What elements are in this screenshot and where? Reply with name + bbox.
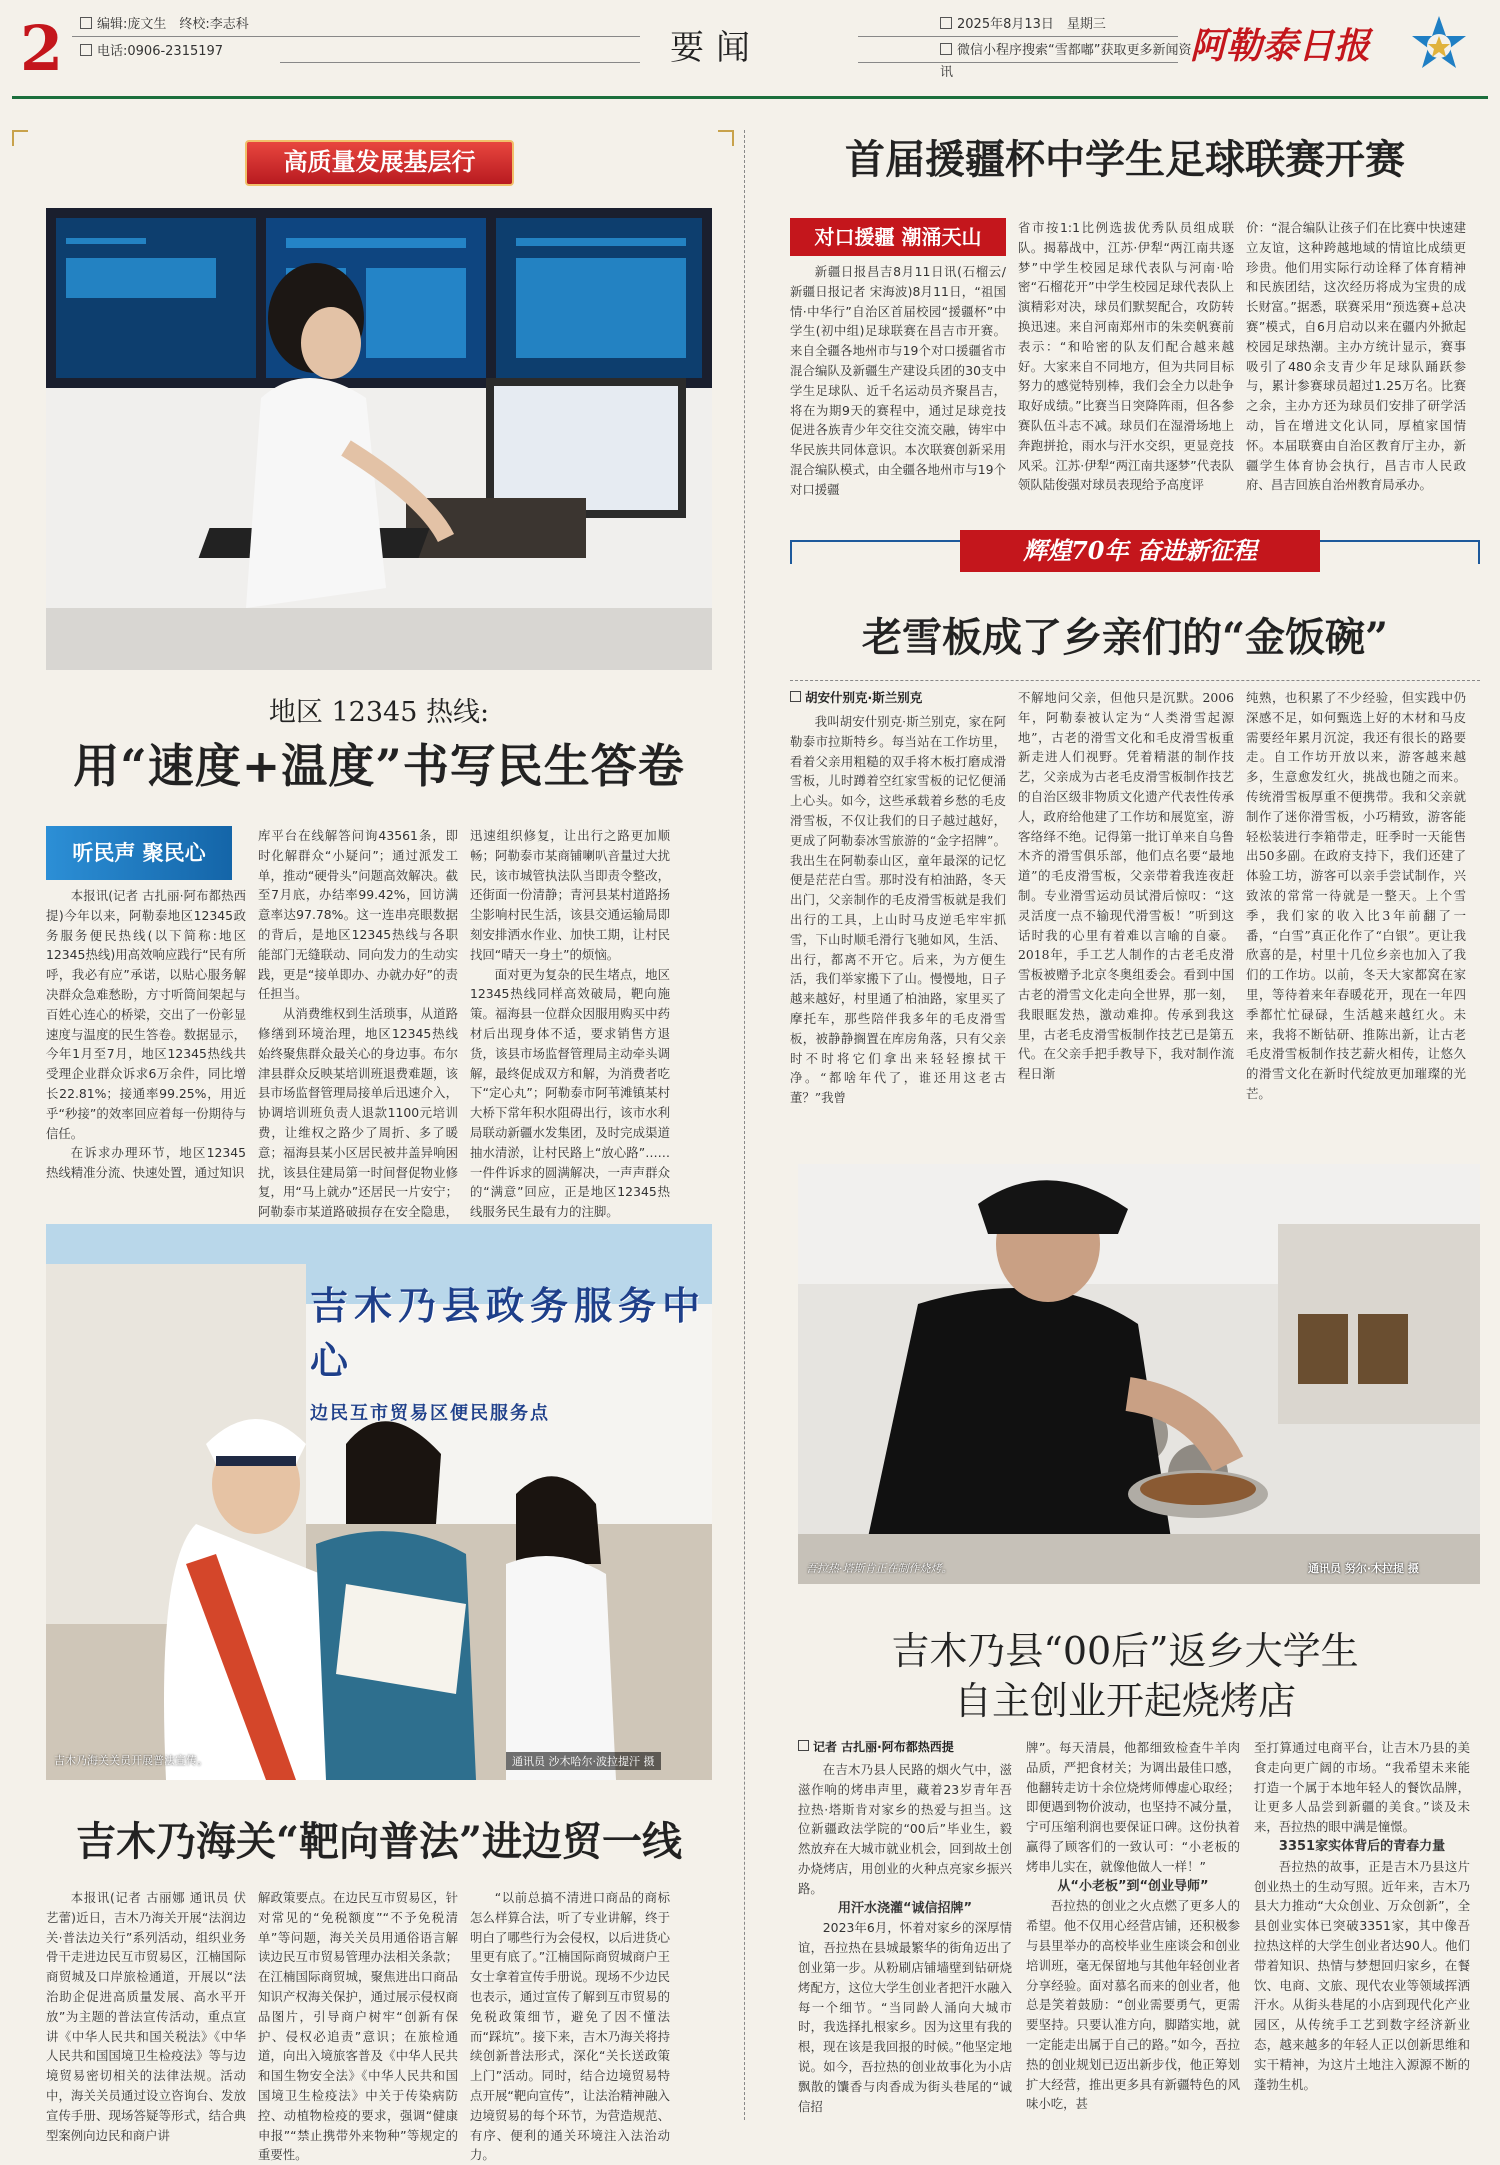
article3-paragraph: 价：“混合编队让孩子们在比赛中快速建立友谊，这种跨越地域的情谊比成绩更珍贵。他们用实际行动诠释了体育精神和民族团结，这次经历将成为宝贵的成长财富。”据悉，联赛采用“预选赛+总决赛”模式，自6月启动以来在疆内外掀起校园足球热潮。主办方统计显示，赛事吸引了480余支青少年足球队踊跃参与，累计参赛球员超过1.25万名。比赛之余，主办方还为球员们安排了研学活动，旨在增进文化认同，厚植家国情怀。本届联赛由自治区教育厅主办，新疆学生体育协会执行，昌吉市人民政府、昌吉回族自治州教育局承办。 xyxy=(1246,220,1466,493)
article3-paragraph: 新疆日报昌吉8月11日讯(石榴云/新疆日报记者 宋海波)8月11日，“祖国情·中华行”自治区首届校园“援疆杯”中学生(初中组)足球联赛在昌吉市开赛。来自全疆各地州市与19个对口援疆省市混合编队及新疆生产建设兵团的30支中学生足球队、近千名运动员齐聚昌吉，将在为期9天的赛程中，通过足球竞技促进各族青少年交往交流交融，铸牢中华民族共同体意识。本次联赛创新采用混合编队模式，由全疆各地州市与19个对口援疆 xyxy=(790,264,1006,497)
article2-col2 xyxy=(258,1888,458,2165)
signage xyxy=(310,1275,710,1424)
date-line: 2025年8月13日 星期三 xyxy=(957,17,1106,32)
article2-headline: 吉木乃海关“靶向普法”进边贸一线 xyxy=(75,1818,682,1865)
article1-col1 xyxy=(46,886,246,1183)
section-title: 要闻 xyxy=(670,28,762,68)
article5-subhead: 3351家实体背后的青春力量 xyxy=(1278,1838,1446,1854)
article1-paragraph: 本报讯(记者 古扎丽·阿布都热西提)今年以来，阿勒泰地区12345政务服务便民热线(以下简称:地区12345热线)用高效响应践行“民有所呼，我必有应”承诺，以贴心服务解决群众急难愁盼，方寸听筒间架起与百姓心连心的桥梁，交出了一份彰显速度与温度的民生答卷。数据显示，今年1月至7月，地区12345热线共受理企业群众诉求6万余件，同比增长22.81%；接通率99.25%，用近乎“秒接”的效率回应着每一份期待与信任。 xyxy=(46,888,246,1141)
column-divider xyxy=(744,130,746,2120)
article3-col1 xyxy=(790,262,1006,500)
article5-subhead: 用汗水浇灌“诚信招牌” xyxy=(837,1900,973,1916)
section-tag: 高质量发展基层行 xyxy=(245,140,514,186)
article5-col1 xyxy=(798,1760,1012,2116)
article4-col3 xyxy=(1246,688,1466,1104)
article3-col3 xyxy=(1246,218,1466,495)
photo2-caption: 吉木乃海关关员开展普法宣传。 xyxy=(54,1754,208,1767)
photo-hotline-operator xyxy=(46,208,712,670)
article2-col3 xyxy=(470,1888,670,2165)
date-info xyxy=(940,14,1200,84)
frame-line xyxy=(1478,540,1480,564)
article2-paragraph: “以前总搞不清进口商品的商标怎么样算合法，听了专业讲解，终于明白了哪些行为会侵权，以后进货心里更有底了。”江楠国际商贸城商户王女士拿着宣传手册说。现场不少边民也表示，通过宣传了解到互市贸易的免税政策细节，避免了因不懂法而“踩坑”。接下来，吉木乃海关将持续创新普法形式，深化“关长送政策上门”活动。同时，结合边境贸易特点开展“靶向宣传”，让法治精神融入边境贸易的每个环节，为营造规范、有序、便利的通关环境注入法治动力。 xyxy=(470,1890,670,2163)
paper-logo-icon xyxy=(1406,14,1472,80)
article5-paragraph: 在吉木乃县人民路的烟火气中，滋滋作响的烤串声里，藏着23岁青年吾拉热·塔斯肯对家乡的热爱与担当。这位新疆政法学院的“00后”毕业生，毅然放弃在大城市就业机会，回到故土创办烧烤店，用创业的火种点亮家乡振兴路。 xyxy=(798,1762,1012,1896)
article1-col3 xyxy=(470,826,670,1222)
article5-byline-text: 记者 古扎丽·阿布都热西提 xyxy=(813,1740,954,1754)
editor-info xyxy=(80,14,340,63)
article5-byline xyxy=(798,1738,954,1755)
signage-subtitle: 边民互市贸易区便民服务点 xyxy=(310,1403,550,1424)
article5-paragraph: 吾拉热的创业之火点燃了更多人的希望。他不仅用心经营店铺，还积极参与县里举办的高校毕业生座谈会和创业培训班，毫无保留地与其他年轻创业者分享经验。面对慕名而来的创业者，他总是笑着鼓励：“创业需要勇气，更需要坚持。只要认准方向，脚踏实地，就一定能走出属于自己的路。”如今，吾拉热的创业规划已迈出新步伐，他正筹划扩大经营，推出更多具有新疆特色的风味小吃，甚 xyxy=(1026,1898,1240,2112)
article1-col2 xyxy=(258,826,458,1242)
editor-line: 编辑:庞文生 终校:李志科 xyxy=(97,17,249,32)
article4-col1 xyxy=(790,712,1006,1108)
article4-headline: 老雪板成了乡亲们的“金饭碗” xyxy=(861,614,1388,661)
article4-col2 xyxy=(1018,688,1234,1084)
frame-corner xyxy=(12,130,28,146)
phone-line: 电话:0906-2315197 xyxy=(97,44,224,59)
frame-corner xyxy=(718,130,734,146)
article1-paragraph: 面对更为复杂的民生堵点，地区12345热线同样高效破局，靶向施策。福海县一位群众因服用购买中药材后出现身体不适，要求销售方退货，该县市场监督管理局主动牵头调解，最终促成双方和解，为消费者吃下“定心丸”；阿勒泰市阿苇滩镇某村大桥下常年积水阻碍出行，该市水利局联动新疆水发集团，及时完成渠道抽水清淤，让村民路上“放心路”……一件件诉求的圆满解决，一声声群众的“满意”回应，正是地区12345热线服务民生最有力的注脚。 xyxy=(470,966,670,1220)
article2-paragraph: 本报讯(记者 古丽娜 通讯员 伏艺蕾)近日，吉木乃海关开展“法润边关·普法边关行”系列活动，组织业务骨干走进边民互市贸易区，江楠国际商贸城及口岸旅检通道，开展以“法治助企促进高质量发展、高水平开放”为主题的普法宣传活动，重点宣讲《中华人民共和国关税法》《中华人民共和国国境卫生检疫法》等与边境贸易密切相关的法律法规。活动中，海关关员通过设立咨询台、发放宣传手册、现场答疑等形式，结合典型案例向边民和商户讲 xyxy=(46,1890,246,2143)
article4-paragraph: 我叫胡安什别克·斯兰别克，家在阿勒泰市拉斯特乡。每当站在工作坊里，看着父亲用粗糙的双手将木板打磨成滑雪板，儿时蹲着空红家雪板的记忆便涌上心头。如今，这些承载着乡愁的毛皮滑雪板，不仅让我们的日子越过越好，更成了阿勒泰冰雪旅游的“金字招牌”。我出生在阿勒泰山区，童年最深的记忆便是茫茫白雪。那时没有柏油路，冬天出门，父亲制作的毛皮滑雪板就是我们出行的工具，上山时马皮逆毛牢牢抓雪，下山时顺毛滑行飞驰如风，生活、出行，都离不开它。后来，为方便生活，我们举家搬下了山。慢慢地，日子越来越好，村里通了柏油路，家里买了摩托车，那些陪伴我多年的毛皮滑雪板，被静静搁置在库房角落，只有父亲时不时将它们拿出来轻轻擦拭干净。“都啥年代了，谁还用这老古董？”我曾 xyxy=(790,714,1006,1106)
column-label: 听民声 聚民心 xyxy=(46,826,232,880)
paper-name: 阿勒泰日报 xyxy=(1190,25,1371,67)
photo3-credit: 通讯员 努尔·木拉提 摄 xyxy=(1308,1562,1419,1575)
article3-tag: 对口援疆 潮涌天山 xyxy=(790,218,1006,256)
article5-col3 xyxy=(1254,1738,1470,2094)
article4-banner: 辉煌70年 奋进新征程 xyxy=(960,530,1320,572)
page-number: 2 xyxy=(20,12,64,85)
article2-col1 xyxy=(46,1888,246,2145)
article2-paragraph: 解政策要点。在边民互市贸易区，针对常见的“免税额度”“不予免税清单”等问题，海关关员用通俗语言解读边民互市贸易管理办法相关条款；在江楠国际商贸城，聚焦进出口商品知识产权海关保护，通过展示侵权商品图片，引导商户树牢“创新有保护、侵权必追责”意识；在旅检通道，向出入境旅客普及《中华人民共和国生物安全法》《中华人民共和国国境卫生检疫法》中关于传染病防控、动植物检疫的要求，强调“健康申报”“禁止携带外来物种”等规定的重要性。 xyxy=(258,1890,458,2163)
article4-paragraph: 纯熟，也积累了不少经验，但实践中仍深感不足，如何甄选上好的木材和马皮需要经年累月沉淀，我还有很长的路要走。自工作坊开放以来，游客越来越多，生意愈发红火，挑战也随之而来。传统滑雪板厚重不便携带。我和父亲就制作了迷你滑雪板，小巧精致，游客能轻松装进行李箱带走，旺季时一天能售出50多副。在政府支持下，我们还建了体验工坊，游客可以亲手尝试制作，兴致浓的常常一待就是一整天。上个雪季，我们家的收入比3年前翻了一番，“白雪”真正化作了“白银”。更让我欣喜的是，村里十几位乡亲也加入了我们的工作坊。以前，冬天大家都窝在家里，等待着来年春暖花开，现在一年四季都忙忙碌碌，生活越来越红火。未来，我将不断钻研、推陈出新，让古老毛皮滑雪板制作技艺薪火相传，让悠久的滑雪文化在新时代绽放更加璀璨的光芒。 xyxy=(1246,690,1466,1101)
article1-paragraph: 迅速组织修复，让出行之路更加顺畅；阿勒泰市某商铺喇叭音量过大扰民，该市城管执法队当即责令整改，还街面一份清静；青河县某村道路扬尘影响村民生活，该县交通运输局即刻安排洒水作业、加快工期，让村民找回“晴天一身土”的烦恼。 xyxy=(470,828,670,962)
article5-paragraph: 牌”。每天清晨，他都细致检查牛羊肉品质，严把食材关；为调出最佳口感，他翻转走访十余位烧烤师傅虚心取经；即便遇到物价波动，也坚持不减分量，宁可压缩利润也要保证口碑。这份执着赢得了顾客们的一致认可：“小老板的烤串儿实在，就像他做人一样！” xyxy=(1026,1740,1240,1874)
article3-paragraph: 省市按1:1比例选拔优秀队员组成联队。揭幕战中，江苏·伊犁“两江南共逐梦”中学生校园足球代表队与河南·哈密“石榴花开”中学生校园足球代表队上演精彩对决，球员们默契配合，攻防转换迅速。来自河南郑州市的朱奕帆赛前表示：“和哈密的队友们配合越来越好。大家来自不同地方，但为共同目标努力的感觉特别棒，我们会全力以赴争取好成绩。”比赛当日突降阵雨，但各参赛队伍斗志不减。球员们在湿滑场地上奔跑拼抢，雨水与汗水交织，更显竞技风采。江苏·伊犁“两江南共逐梦”代表队领队陆俊强对球员表现给予高度评 xyxy=(1018,220,1234,493)
article4-byline xyxy=(790,688,922,706)
article4-paragraph: 不解地问父亲，但他只是沉默。2006年，阿勒泰被认定为“人类滑雪起源地”，古老的滑雪文化和毛皮滑雪板重新走进人们视野。凭着精湛的制作技艺，父亲成为古老毛皮滑雪板制作技艺的自治区级非物质文化遗产代表性传承人，政府给他建了工作坊和展览室，游客络绎不绝。记得第一批订单来自乌鲁木齐的滑雪俱乐部，他们点名要“最地道”的毛皮滑雪板，父亲带着我连夜赶制。专业滑雪运动员试滑后惊叹：“这灵活度一点不输现代滑雪板！”听到这话时我的心里有着难以言喻的自豪。2018年，手工艺人制作的古老毛皮滑雪板被赠予北京冬奥组委会。看到中国古老的滑雪文化走向全世界，那一刻，我眼眶发热，激动难抑。传承到我这里，古老毛皮滑雪板制作技艺已是第五代。在父亲手把手教导下，我对制作流程日渐 xyxy=(1018,690,1234,1082)
article1-paragraph: 从消费维权到生活琐事，从道路修缮到环境治理，地区12345热线始终聚焦群众最关心的身边事。布尔津县群众反映某培训班退费难题，该县市场监督管理局接单后迅速介入，协调培训班负责人退款1100元培训费，让维权之路少了周折、多了暖意；福海县某小区居民被井盖异响困扰，该县住建局第一时间督促物业修复，用“马上就办”还居民一片安宁；阿勒泰市某道路破损存在安全隐患， xyxy=(258,1006,458,1220)
masthead-rule xyxy=(12,96,1488,99)
frame-line xyxy=(790,540,792,564)
article5-paragraph: 2023年6月，怀着对家乡的深厚情谊，吾拉热在县城最繁华的街角迈出了创业第一步。从粉刷店铺墙壁到钻研烧烤配方，这位大学生创业者把汗水融入每一个细节。“当同龄人涌向大城市时，我选择扎根家乡。因为这里有我的根，现在该是我回报的时候。”他坚定地说。如今，吾拉热的创业故事化为小店飘散的馕香与肉香成为街头巷尾的“诚信招 xyxy=(798,1920,1012,2114)
article1-paragraph: 库平台在线解答问询43561条，即时化解群众“小疑问”；通过派发工单，推动“硬骨头”问题高效解决。截至7月底，办结率99.42%，回访满意率达97.78%。这一连串亮眼数据的背后，是地区12345热线与各职能部门无缝联动、同向发力的生动实践，更是“接单即办、办就办好”的责任担当。 xyxy=(258,828,458,1002)
article5-headline-line2: 自主创业开起烧烤店 xyxy=(953,1679,1296,1723)
article3-headline: 首届援疆杯中学生足球联赛开赛 xyxy=(845,136,1405,183)
wechat-line: 微信小程序搜索“雪都嘟”获取更多新闻资讯 xyxy=(940,43,1192,80)
photo3-caption: 吾拉热·塔斯肯正在制作烧烤。 xyxy=(806,1562,953,1575)
article5-col2 xyxy=(1026,1738,1240,2114)
article5-paragraph: 至打算通过电商平台，让吉木乃县的美食走向更广阔的市场。“我希望未来能打造一个属于本地年轻人的餐饮品牌，让更多人品尝到新疆的美食。”谈及未来，吾拉热的眼中满是憧憬。 xyxy=(1254,1740,1470,1835)
article1-kicker: 地区 12345 热线: xyxy=(268,697,490,728)
article5-headline-line1: 吉木乃县“00后”返乡大学生 xyxy=(891,1629,1359,1673)
signage-title: 吉木乃县政务服务中心 xyxy=(310,1283,707,1383)
article1-headline: 用“速度+温度”书写民生答卷 xyxy=(73,739,685,793)
divider xyxy=(790,680,1480,682)
article5-paragraph: 吾拉热的故事，正是吉木乃县这片创业热土的生动写照。近年来，吉木乃县大力推动“大众创业、万众创新”，全县创业实体已突破3351家，其中像吾拉热这样的大学生创业者达90人。他们带着知识、热情与梦想回归家乡，在餐饮、电商、文旅、现代农业等领域挥洒汗水。从街头巷尾的小店到现代化产业园区，从传统手工艺到数字经济新业态，越来越多的年轻人正以创新思维和实干精神，为这片土地注入源源不断的蓬勃生机。 xyxy=(1254,1858,1470,2092)
article5-subhead: 从“小老板”到“创业导师” xyxy=(1057,1878,1209,1894)
article4-byline-text: 胡安什别克·斯兰别克 xyxy=(805,690,923,705)
photo2-credit: 通讯员 沙木哈尔·波拉提汗 摄 xyxy=(506,1752,661,1770)
article1-paragraph: 在诉求办理环节，地区12345热线精准分流、快速处置，通过知识 xyxy=(46,1145,246,1181)
photo-bbq-chef xyxy=(798,1164,1480,1584)
article3-col2 xyxy=(1018,218,1234,495)
